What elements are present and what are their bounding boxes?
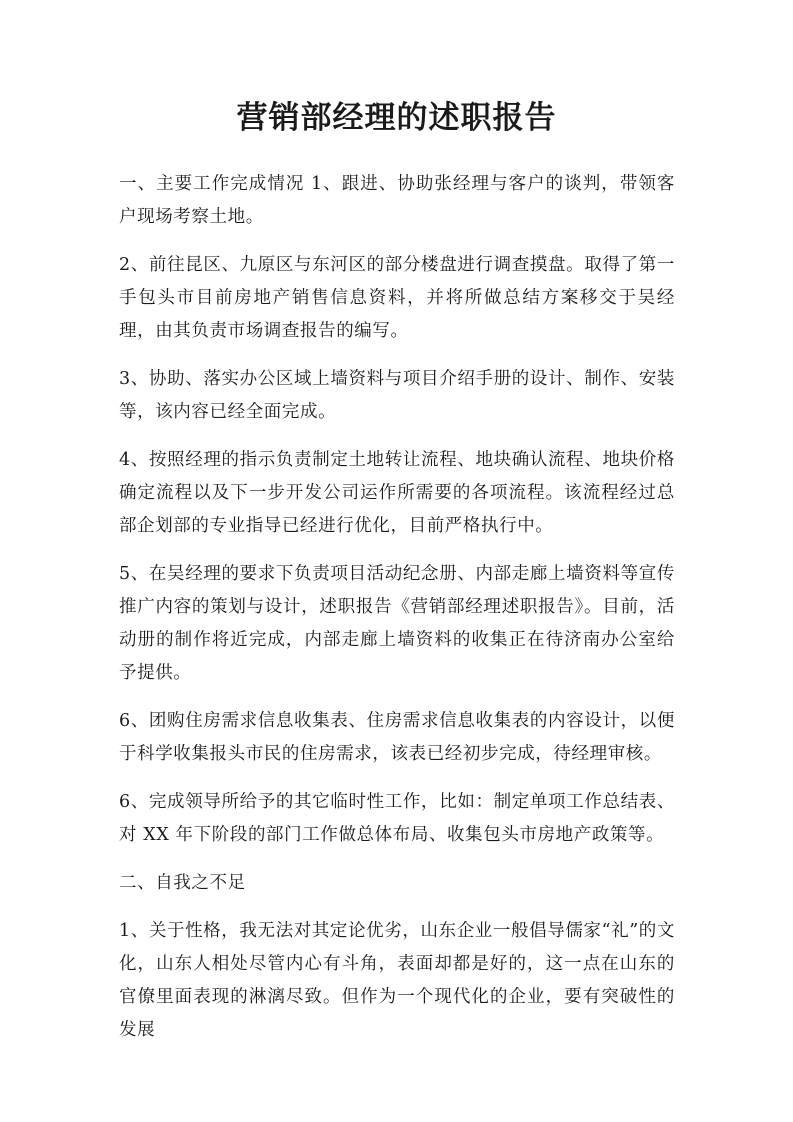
section-heading-shortcomings: 二、自我之不足 xyxy=(119,873,246,893)
document-title: 营销部经理的述职报告 xyxy=(236,100,557,136)
paragraph-office-materials: 3、协助、落实办公区域上墙资料与项目介绍手册的设计、制作、安装等，该内容已经全面完成。 xyxy=(119,369,675,422)
paragraph-housing-survey: 6、团购住房需求信息收集表、住房需求信息收集表的内容设计，以便于科学收集报头市民的住房需求，该表已经初步完成，待经理审核。 xyxy=(119,711,675,764)
paragraph-promotion-design: 5、在吴经理的要求下负责项目活动纪念册、内部走廊上墙资料等宣传推广内容的策划与设计，述职报告《营销部经理述职报告》。目前，活动册的制作将近完成，内部走廊上墙资料的收集正在待济南办公室给予提供。 xyxy=(119,564,675,683)
paragraph-work-overview: 一、主要工作完成情况 1、跟进、协助张经理与客户的谈判，带领客户现场考察土地。 xyxy=(119,174,675,227)
paragraph-process-design: 4、按照经理的指示负责制定土地转让流程、地块确认流程、地块价格确定流程以及下一步开发公司运作所需要的各项流程。该流程经过总部企划部的专业指导已经进行优化，目前严格执行中。 xyxy=(119,450,675,536)
document-body xyxy=(119,168,675,1062)
paragraph-temporary-work: 6、完成领导所给予的其它临时性工作，比如：制定单项工作总结表、对 XX 年下阶段的部门工作做总体布局、收集包头市房地产政策等。 xyxy=(119,792,675,845)
paragraph-market-survey: 2、前往昆区、九原区与东河区的部分楼盘进行调查摸盘。取得了第一手包头市目前房地产销售信息资料，并将所做总结方案移交于吴经理，由其负责市场调查报告的编写。 xyxy=(119,255,675,341)
paragraph-personality: 1、关于性格，我无法对其定论优劣，山东企业一般倡导儒家“礼”的文化，山东人相处尽管内心有斗角，表面却都是好的，这一点在山东的官僚里面表现的淋漓尽致。但作为一个现代化的企业，要有突破性的发展 xyxy=(119,921,675,1040)
